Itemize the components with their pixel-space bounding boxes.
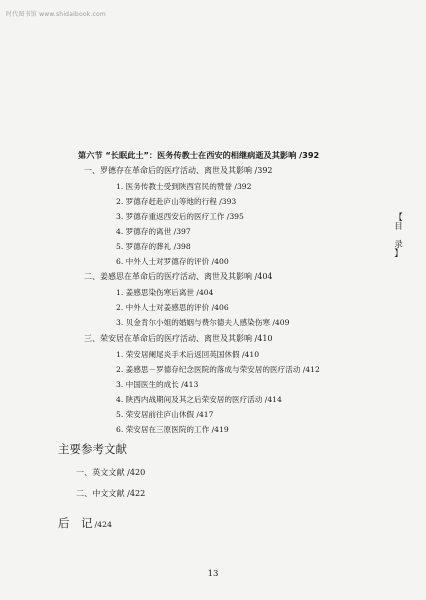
toc-entry: 3. 罗德存重返西安后的医疗工作 /395 xyxy=(116,212,244,221)
page-number: 13 xyxy=(207,569,219,579)
postscript-title: 后 记 xyxy=(58,516,93,530)
toc-entry: 4. 陕西内战期间及其之后荣安居的医疗活动 /414 xyxy=(116,395,282,404)
side-label xyxy=(392,214,405,259)
toc-entry: 5. 荣安居前往庐山休假 /417 xyxy=(116,410,214,419)
toc-entry: 2. 姜感思－罗德存纪念医院的落成与荣安居的医疗活动 /412 xyxy=(116,365,320,374)
toc-entry: 2. 罗德存赶赴庐山等地的行程 /393 xyxy=(116,197,237,206)
toc-entry: 6. 荣安居在三原医院的工作 /419 xyxy=(116,425,229,434)
toc-entry: 6. 中外人士对罗德存的评价 /400 xyxy=(116,257,229,266)
subsection-luo-heading: 一、罗德存在革命后的医疗活动、离世及其影响 /392 xyxy=(84,166,273,175)
toc-entry: 1. 医务传教士受到陕西官民的赞誉 /392 xyxy=(116,182,252,191)
reference-entry: 一、英文文献 /420 xyxy=(76,467,146,477)
side-label-bottom: 录 】 xyxy=(394,239,403,260)
reference-entry: 二、中文文献 /422 xyxy=(76,488,146,498)
subsection-jiang-heading: 二、姜感思在革命后的医疗活动、离世及其影响 /404 xyxy=(84,272,273,281)
postscript-page: /424 xyxy=(94,520,113,529)
references-heading: 主要参考文献 xyxy=(58,442,127,456)
postscript-heading xyxy=(58,514,112,530)
toc-entry: 5. 罗德存的葬礼 /398 xyxy=(116,242,191,251)
toc-entry: 3. 中国医生的成长 /413 xyxy=(116,380,199,389)
toc-entry: 1. 荣安居阑尾炎手术后返回英国休假 /410 xyxy=(116,350,260,359)
toc-entry: 1. 姜感思染伤寒后离世 /404 xyxy=(116,288,214,297)
subsection-rong-heading: 三、荣安居在革命后的医疗活动、离世及其影响 /410 xyxy=(84,334,273,343)
side-label-top: 【 目 xyxy=(394,213,403,233)
toc-entry: 4. 罗德存的离世 /397 xyxy=(116,227,191,236)
toc-entry: 2. 中外人士对姜感思的评价 /406 xyxy=(116,303,229,312)
section-six-heading: 第六节 “长眠此土”：医务传教士在西安的相继病逝及其影响 /392 xyxy=(78,150,320,160)
watermark-text: 时代图书馆 www.shidaibook.com xyxy=(6,11,106,18)
toc-entry: 3. 贝金肯尔小姐的婚姻与费尔德夫人感染伤寒 /409 xyxy=(116,318,290,327)
